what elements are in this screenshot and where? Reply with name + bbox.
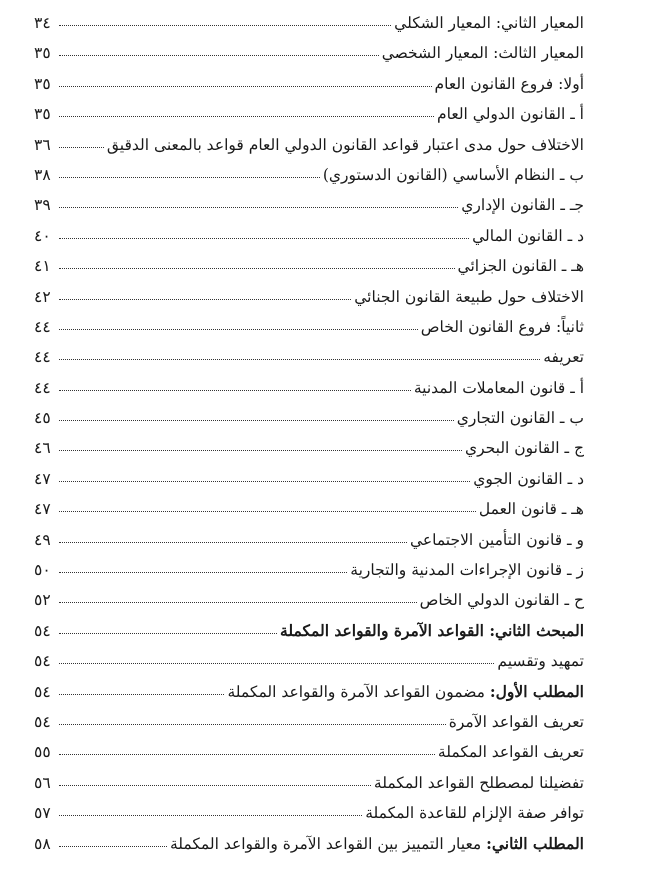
toc-entry-page: ٥٠ — [34, 561, 51, 580]
dot-leader — [59, 267, 455, 269]
table-of-contents — [34, 8, 584, 859]
toc-entry-title: ثانياً: فروع القانون الخاص — [420, 317, 584, 336]
dot-leader — [59, 85, 432, 87]
toc-entry — [34, 403, 584, 433]
toc-entry-title: د ـ القانون الجوي — [473, 469, 584, 488]
toc-entry-page: ٥٤ — [34, 621, 51, 640]
dot-leader — [59, 389, 411, 391]
toc-entry — [34, 221, 584, 251]
dot-leader — [59, 753, 435, 755]
toc-entry-title-lead: المطلب الثاني: — [486, 833, 584, 853]
toc-entry-page: ٥٦ — [34, 773, 51, 792]
toc-entry-page: ٤٧ — [34, 469, 51, 488]
toc-entry-title: تفضيلنا لمصطلح القواعد المكملة — [373, 773, 584, 792]
toc-entry-page: ٤٢ — [34, 287, 51, 306]
toc-entry — [34, 433, 584, 463]
toc-entry-title — [170, 829, 584, 859]
toc-entry-title: الاختلاف حول مدى اعتبار قواعد القانون الدولي العام قواعد بالمعنى الدقيق — [106, 135, 584, 154]
dot-leader — [59, 237, 469, 239]
toc-entry-title: ز ـ قانون الإجراءات المدنية والتجارية — [350, 561, 584, 580]
dot-leader — [59, 723, 446, 725]
toc-entry-page: ٥٤ — [34, 712, 51, 731]
toc-entry — [34, 190, 584, 220]
toc-entry-title: تعريف القواعد الآمرة — [448, 712, 584, 731]
toc-entry-title: هـ ـ القانون الجزائي — [457, 257, 584, 276]
toc-entry — [34, 646, 584, 676]
toc-entry-page: ٣٥ — [34, 105, 51, 124]
toc-entry-title: أولا: فروع القانون العام — [434, 74, 584, 93]
toc-entry — [34, 160, 584, 190]
toc-entry-title-rest: مضمون القواعد الآمرة والقواعد المكملة — [227, 682, 490, 701]
toc-entry — [34, 677, 584, 707]
toc-entry — [34, 798, 584, 828]
toc-entry — [34, 768, 584, 798]
toc-entry-page: ٥٥ — [34, 743, 51, 762]
dot-leader — [59, 146, 104, 148]
toc-entry-page: ٣٥ — [34, 44, 51, 63]
toc-entry-page: ٥٧ — [34, 804, 51, 823]
toc-entry — [34, 8, 584, 38]
dot-leader — [59, 115, 434, 117]
dot-leader — [59, 601, 417, 603]
dot-leader — [59, 449, 462, 451]
toc-entry-title: تعريفه — [543, 348, 584, 367]
toc-entry-page: ٥٨ — [34, 834, 51, 853]
toc-entry-title: تمهيد وتقسيم — [497, 652, 584, 671]
toc-entry — [34, 342, 584, 372]
toc-entry-page: ٤١ — [34, 257, 51, 276]
toc-entry — [34, 737, 584, 767]
toc-entry — [34, 494, 584, 524]
toc-entry-page: ٣٩ — [34, 196, 51, 215]
toc-entry-title: أ ـ قانون المعاملات المدنية — [413, 378, 584, 397]
toc-entry-page: ٣٨ — [34, 165, 51, 184]
toc-entry-title — [227, 677, 584, 707]
toc-entry-page: ٤٤ — [34, 348, 51, 367]
toc-entry — [34, 616, 584, 646]
toc-entry — [34, 829, 584, 859]
toc-entry-title: المعيار الثاني: المعيار الشكلي — [394, 14, 584, 32]
toc-entry-page: ٤٤ — [34, 378, 51, 397]
dot-leader — [59, 480, 470, 482]
toc-entry-page: ٣٦ — [34, 135, 51, 154]
toc-entry-title: الاختلاف حول طبيعة القانون الجنائي — [354, 287, 584, 306]
toc-entry-title: ب ـ القانون التجاري — [456, 409, 584, 428]
toc-entry-page: ٥٢ — [34, 591, 51, 610]
toc-entry — [34, 312, 584, 342]
toc-entry — [34, 464, 584, 494]
toc-entry — [34, 130, 584, 160]
dot-leader — [59, 632, 277, 634]
toc-entry-page: ٤٧ — [34, 500, 51, 519]
dot-leader — [59, 845, 167, 847]
dot-leader — [59, 541, 407, 543]
toc-entry-page: ٤٠ — [34, 226, 51, 245]
toc-entry-title: المبحث الثاني: القواعد الآمرة والقواعد المكملة — [280, 620, 584, 640]
toc-entry-page: ٥٤ — [34, 682, 51, 701]
toc-entry-title: ح ـ القانون الدولي الخاص — [419, 591, 584, 610]
toc-entry — [34, 707, 584, 737]
toc-entry-page: ٤٥ — [34, 409, 51, 428]
dot-leader — [59, 328, 418, 330]
toc-entry — [34, 585, 584, 615]
toc-entry-title: توافر صفة الإلزام للقاعدة المكملة — [365, 804, 584, 823]
toc-entry — [34, 282, 584, 312]
toc-entry-title: هـ ـ قانون العمل — [478, 500, 584, 519]
dot-leader — [59, 298, 351, 300]
toc-entry-title: أ ـ القانون الدولي العام — [437, 105, 584, 124]
toc-entry — [34, 373, 584, 403]
toc-entry — [34, 69, 584, 99]
toc-entry-page: ٣٥ — [34, 74, 51, 93]
toc-entry-title: ب ـ النظام الأساسي (القانون الدستوري) — [322, 165, 584, 184]
toc-entry-page: ٥٤ — [34, 652, 51, 671]
toc-entry-page: ٤٩ — [34, 530, 51, 549]
dot-leader — [59, 662, 494, 664]
dot-leader — [59, 814, 362, 816]
toc-entry-page: ٤٦ — [34, 439, 51, 458]
dot-leader — [59, 358, 540, 360]
dot-leader — [59, 54, 379, 56]
toc-entry-page: ٤٤ — [34, 317, 51, 336]
toc-entry-title: جـ ـ القانون الإداري — [461, 196, 584, 215]
dot-leader — [59, 693, 224, 695]
toc-entry-title: المعيار الثالث: المعيار الشخصي — [381, 44, 584, 63]
toc-entry — [34, 525, 584, 555]
toc-entry-title-rest: معيار التمييز بين القواعد الآمرة والقواعد المكملة — [169, 834, 487, 853]
dot-leader — [59, 784, 371, 786]
toc-entry — [34, 555, 584, 585]
dot-leader — [59, 571, 347, 573]
dot-leader — [59, 419, 454, 421]
toc-entry-title: ج ـ القانون البحري — [464, 439, 584, 458]
toc-entry — [34, 251, 584, 281]
dot-leader — [59, 510, 476, 512]
dot-leader — [59, 176, 320, 178]
toc-entry — [34, 99, 584, 129]
toc-entry-title-lead: المطلب الأول: — [489, 681, 584, 701]
toc-entry-title: د ـ القانون المالي — [472, 226, 584, 245]
dot-leader — [59, 206, 458, 208]
toc-entry-page: ٣٤ — [34, 14, 51, 32]
dot-leader — [59, 24, 391, 26]
toc-entry — [34, 38, 584, 68]
toc-entry-title: تعريف القواعد المكملة — [437, 743, 584, 762]
toc-entry-title: و ـ قانون التأمين الاجتماعي — [409, 530, 584, 549]
